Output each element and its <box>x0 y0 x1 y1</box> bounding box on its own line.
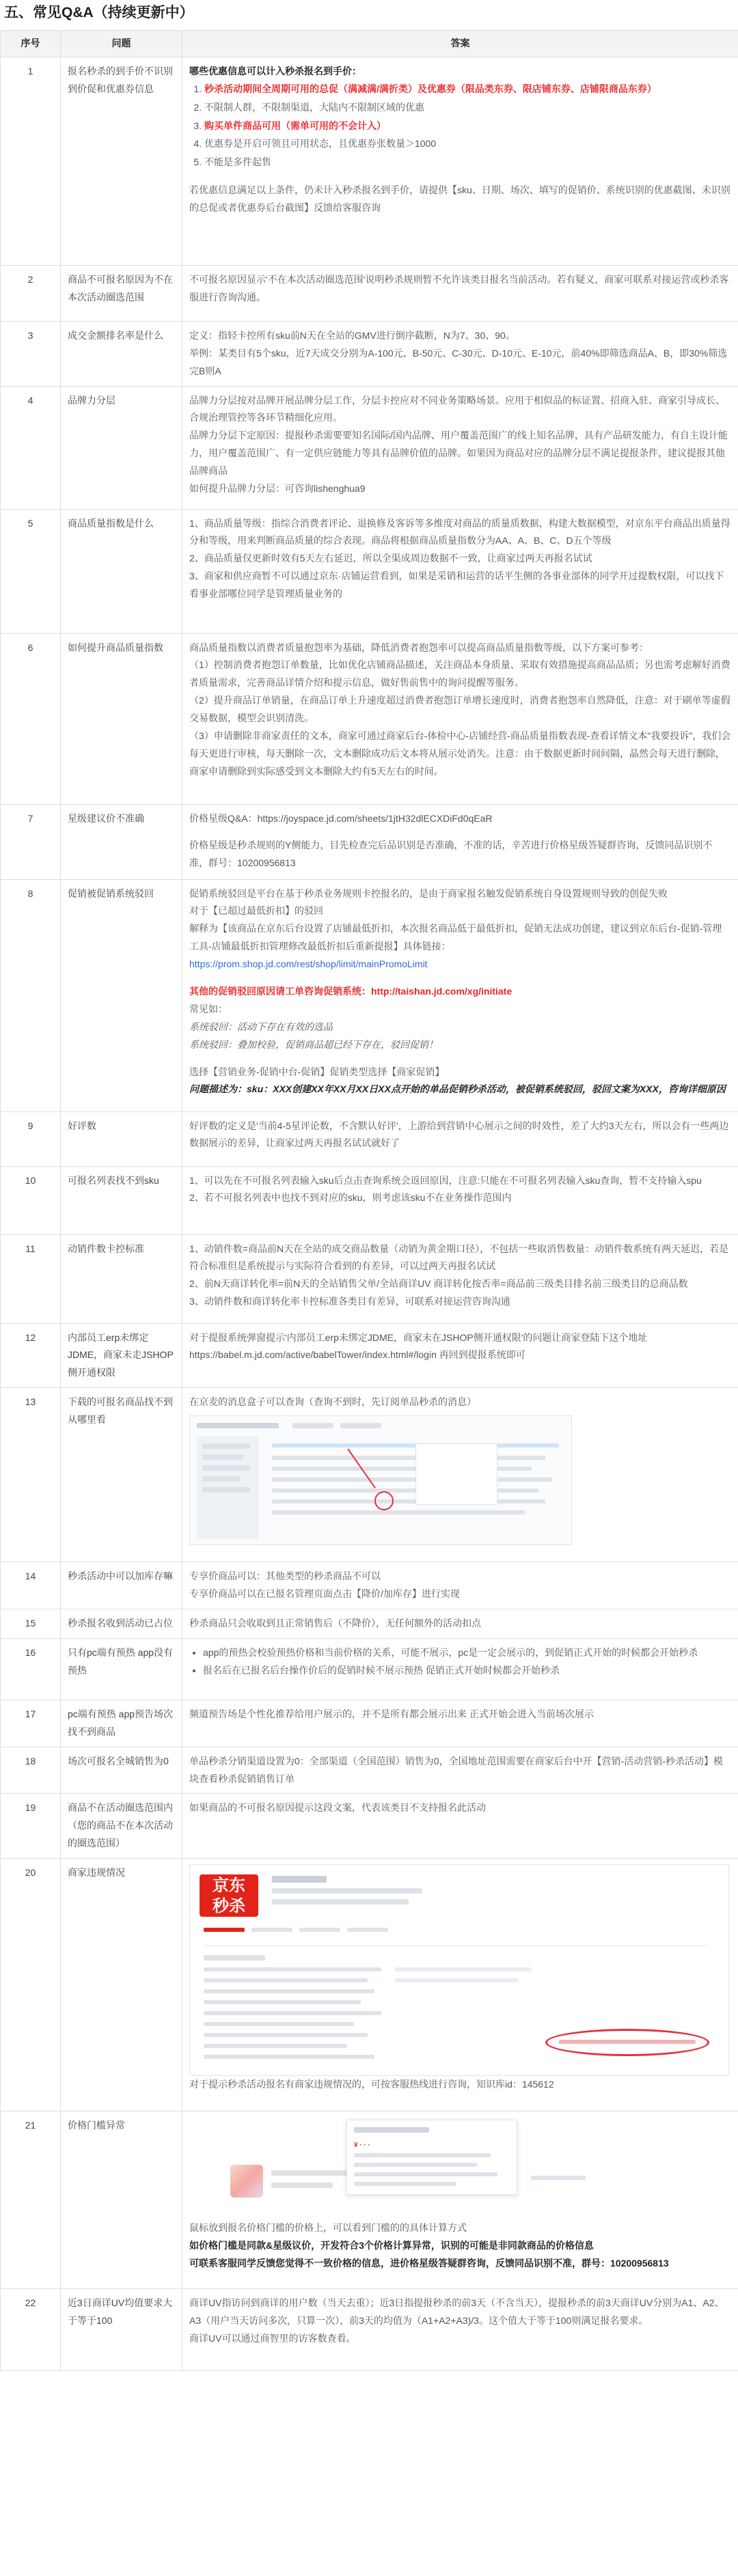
row-answer <box>182 1859 738 2111</box>
row-question: 秒杀报名收到活动已占位 <box>61 1609 182 1639</box>
message-box-screenshot <box>189 1415 572 1545</box>
section-title: 五、常见Q&A（持续更新中） <box>4 5 194 20</box>
row-number: 4 <box>1 386 61 509</box>
answer-bullets <box>189 1644 731 1680</box>
row-question: 秒杀活动中可以加库存嘛 <box>61 1562 182 1609</box>
answer-line: 对于提示秒杀活动报名有商家违规情况的，可按客服热线进行咨询，知识库id：145612 <box>189 2079 554 2090</box>
row-question: 场次可报名全城销售为0 <box>61 1747 182 1794</box>
table-row <box>1 1111 738 1166</box>
answer-line: 专享价商品可以在已报名管理页面点击【降价/加库存】进行实现 <box>189 1588 460 1600</box>
table-row <box>1 879 738 1111</box>
row-question: 商品不可报名原因为不在本次活动圈选范围 <box>61 265 182 321</box>
row-answer <box>182 804 738 879</box>
row-number: 3 <box>1 321 61 386</box>
list-item: 2. 不限制人群，不限制渠道，大陆内不限制区域的优惠 <box>204 99 731 117</box>
answer-line: 价格星级Q&A：https://joyspace.jd.com/sheets/1jtH32dlECXDiFd0qEaR <box>189 812 493 824</box>
row-number: 16 <box>1 1638 61 1700</box>
answer-line: 商品质量指数以消费者质量抱怨率为基础，降低消费者抱怨率可以提高商品质量指数等级，以下方案可参考： <box>189 641 648 653</box>
row-question: 报名秒杀的到手价不识别到价促和优惠券信息 <box>61 57 182 265</box>
answer-line: 商详UV可以通过商智里的访客数查看。 <box>189 2332 356 2344</box>
row-answer: 单品秒杀分销渠道设置为0：全部渠道（全国范围）销售为0，全国地址范围需要在商家后台中开【营销-活动营销-秒杀活动】模块查看秒杀促销销售订单 <box>182 1747 738 1794</box>
table-row <box>1 1638 738 1700</box>
row-number: 11 <box>1 1234 61 1323</box>
row-answer <box>182 2111 738 2289</box>
answer-list <box>189 81 731 171</box>
table-row <box>1 1234 738 1323</box>
list-item: 4. 优惠券是开启可领且可用状态，且优惠券张数量＞1000 <box>204 135 731 153</box>
limit-link[interactable]: https://prom.shop.jd.com/rest/shop/limit/mainPromoLimit <box>189 958 428 970</box>
row-question: 动销件数卡控标准 <box>61 1234 182 1323</box>
row-number: 13 <box>1 1388 61 1562</box>
header-question: 问题 <box>61 31 182 57</box>
answer-line: 系统驳回：叠加校验，促销商品超已经下存在，驳回促销！ <box>189 1038 438 1050</box>
list-item: • app的预热会校验预热价格和当前价格的关系，可能不展示，pc是一定会展示的，到促销正式开始的时候都会开始秒杀 <box>203 1644 731 1662</box>
answer-line: 3、商家和供应商暂不可以通过京东·店铺运营看到，如果是采销和运营的话平生侧的各事业部体的同学开过提数权限，可以找下看事业部哪位同学是管理质量业务的 <box>189 570 724 600</box>
row-answer <box>182 1638 738 1700</box>
row-number: 6 <box>1 633 61 804</box>
table-row <box>1 386 738 509</box>
answer-line: 商详UV指访问到商详的用户数（当天去重）；近3日指提报秒杀的前3天（不含当天），提报秒杀的前3天商详UV分别为A1、A2、A3（用户当天访问多次，只算一次），前3天的均值为（A1+A2+A3)/3。这个值大于等于100则满足报名要求。 <box>189 2297 724 2327</box>
answer-line: 定义：指轻卡控所有sku前N天在全站的GMV进行倒序截断，N为7、30、90。 <box>189 329 515 341</box>
list-item: 5. 不能是多件起售 <box>204 154 731 171</box>
row-number: 2 <box>1 265 61 321</box>
row-question: 只有pc端有预热 app没有预热 <box>61 1638 182 1700</box>
table-row <box>1 509 738 633</box>
table-row <box>1 1388 738 1562</box>
list-item: • 报名后在已报名后台操作价后的促销时候不展示预热 促销正式开始时候都会开始秒杀 <box>203 1662 731 1680</box>
row-number: 10 <box>1 1166 61 1234</box>
table-row <box>1 1794 738 1859</box>
row-question: 星级建议价不准确 <box>61 804 182 879</box>
answer-line: 价格星级是秒杀规则的Y侧能力，目先检查完后品识别是否准确，不准的话，辛苦进行价格星级答疑群咨询，反馈同品识别不准，群号：10200956813 <box>189 840 713 869</box>
row-question: 成交金额排名率是什么 <box>61 321 182 386</box>
answer-line: 2、若不可报名列表中也找不到对应的sku，则考虑该sku不在业务操作范围内 <box>189 1192 512 1204</box>
row-answer: 对于提报系统弹窗提示'内部员工erp未绑定JDME，商家未在JSHOP侧开通权限'的问题让商家登陆下这个地址https://babel.m.jd.com/active/babelTower/index.html#/login 再回到提报系统即可 <box>182 1323 738 1388</box>
row-number: 7 <box>1 804 61 879</box>
violation-screenshot <box>189 1864 729 2076</box>
answer-line: 解释为【该商品在京东后台设置了店铺最低折扣，本次报名商品低于最低折扣，促销无法成功创建，建议到京东后台-促销-管理工具-店铺最低折扣管理修改最低折扣后重新提报】具体链接： <box>189 923 722 952</box>
answer-line: 2、商品质量仅更新时效有5天左右延迟，所以全渠成周边数据不一致，让商家过两天再报名试试 <box>189 553 592 564</box>
row-number: 22 <box>1 2289 61 2371</box>
answer-line: 如何提升品牌力分层：可咨询lishenghua9 <box>189 483 366 495</box>
table-row <box>1 2289 738 2371</box>
table-row <box>1 1323 738 1388</box>
table-row <box>1 2111 738 2289</box>
row-question: 促销被促销系统驳回 <box>61 879 182 1111</box>
row-number: 17 <box>1 1700 61 1747</box>
answer-intro: 哪些优惠信息可以计入秒杀报名到手价： <box>189 65 361 77</box>
table-row <box>1 804 738 879</box>
table-row <box>1 1859 738 2111</box>
row-number: 15 <box>1 1609 61 1639</box>
answer-line: 品牌力分层下定原因：提报秒杀需要要知名国际/国内品牌、用户覆盖范围广的线上知名品牌，具有产品研发能力，有自主设计能力，用户覆盖范围广、有一定供应链能力等具有品牌价值的品牌。如果因为商品对应的品牌分层不满足提报条件，建议提报其他品牌商品 <box>189 430 728 477</box>
answer-footer: 若优惠信息满足以上条件，仍未计入秒杀报名到手价，请提供【sku、日期、场次、填写的促销价、系统识别的优惠截图、未识别的总促或者优惠券后台截图】反馈给客服咨询 <box>189 184 730 214</box>
row-answer: 秒杀商品只会收取到且正常销售后（不降价），无任何额外的活动扣点 <box>182 1609 738 1639</box>
answer-line: 专享价商品可以：其他类型的秒杀商品不可以 <box>189 1570 381 1582</box>
answer-line: 其他的促销驳回原因请工单咨询促销系统：http://taishan.jd.com/xg/initiate <box>189 986 512 997</box>
row-question: 品牌力分层 <box>61 386 182 509</box>
table-row <box>1 1700 738 1747</box>
table-row <box>1 633 738 804</box>
answer-line: 问题描述为：sku：XXX创建XX年XX月XX日XX点开始的单品促销秒杀活动，被促销系统驳回，驳回文案为XXX，咨询详细原因 <box>189 1083 726 1095</box>
row-number: 19 <box>1 1794 61 1859</box>
row-number: 20 <box>1 1859 61 2111</box>
table-row <box>1 1562 738 1609</box>
answer-line: 鼠标放到报名价格门槛的价格上，可以看到门槛的的具体计算方式 <box>189 2222 467 2234</box>
list-item: 1. 秒杀活动期间全周期可用的总促（满减满/满折类）及优惠券（限品类东券、限店铺东券、店铺限商品东券） <box>204 81 731 98</box>
answer-line: 选择【营销业务-促销中台-促销】促销类型选择【商家促销】 <box>189 1066 445 1077</box>
row-question: 可报名列表找不到sku <box>61 1166 182 1234</box>
table-row <box>1 265 738 321</box>
row-question: 好评数 <box>61 1111 182 1166</box>
row-answer <box>182 321 738 386</box>
row-question: 下载的可报名商品找不到从哪里看 <box>61 1388 182 1562</box>
jd-miaosha-logo: 京东 秒杀 <box>200 1874 258 1917</box>
row-number: 1 <box>1 57 61 265</box>
table-row <box>1 1166 738 1234</box>
answer-line: 如价格门槛是同款&星级议价，开发符合3个价格计算异常，识别的可能是非同款商品的价格信息 <box>189 2240 594 2252</box>
row-question: 如何提升商品质量指数 <box>61 633 182 804</box>
row-question: 内部员工erp未绑定JDME，商家未走JSHOP侧开通权限 <box>61 1323 182 1388</box>
list-item: 3. 购买单件商品可用（需单可用的不会计入） <box>204 117 731 135</box>
row-question: 价格门槛异常 <box>61 2111 182 2289</box>
answer-line: 品牌力分层按对品牌开展品牌分层工作，分层卡控应对不同业务策略场景。应用于相似品的标证置、招商入驻、商家引导成长、合规治理管控等各环节精细化应用。 <box>189 394 725 424</box>
row-number: 14 <box>1 1562 61 1609</box>
answer-line: 促销系统驳回是平台在基于秒杀业务规则卡控报名的，是由于商家报名触发促销系统自身设置规则导致的创促失败 <box>189 887 668 899</box>
row-number: 18 <box>1 1747 61 1794</box>
row-answer <box>182 879 738 1111</box>
table-row <box>1 1747 738 1794</box>
answer-line: 3、动销件数和商详转化率卡控标准各类目有差异，可联系对接运营咨询沟通 <box>189 1296 510 1307</box>
answer-line: 1、动销件数=商品前N天在全站的成交商品数量（动销为黄金期口径），不包括一些取消售数量：动销件数系统有两天延迟，若是符合标准但是系统提示与实际符合看到的有差异，可以过两天再报名试试 <box>189 1243 729 1272</box>
answer-line: 1、商品质量等级：指综合消费者评论、退换修及客诉等多维度对商品的质量质数据，构建大数据模型，对京东平台商品出质量得分和等级，用来判断商品质量的综合表现。商品将根据商品质量指数分为AA、A、B、C、D五个等级 <box>189 517 730 546</box>
row-answer: 如果商品的不可报名原因提示这段文案，代表该类目不支持报名此活动 <box>182 1794 738 1859</box>
header-answer: 答案 <box>182 31 738 57</box>
row-question: 商品不在活动圈选范围内（您的商品不在本次活动的圈选范围） <box>61 1794 182 1859</box>
row-answer <box>182 2289 738 2371</box>
row-answer: 好评数的定义是'当前4-5星评论数，不含默认好评'，上游给到营销中心展示之间的时效性，差了大约3天左右，所以会有一些两边数据展示的差异，让商家过两天再报名试试就好了 <box>182 1111 738 1166</box>
row-answer: 频道预告场是个性化推荐给用户展示的，并不是所有都会展示出来 正式开始会进入当前场次展示 <box>182 1700 738 1747</box>
answer-line: 系统驳回：活动下存在有效的选品 <box>189 1021 333 1032</box>
row-answer <box>182 1562 738 1609</box>
header-num: 序号 <box>1 31 61 57</box>
qa-table <box>0 30 738 2371</box>
row-question: 商品质量指数是什么 <box>61 509 182 633</box>
row-number: 9 <box>1 1111 61 1166</box>
row-answer <box>182 1234 738 1323</box>
table-row <box>1 321 738 386</box>
row-number: 8 <box>1 879 61 1111</box>
row-answer <box>182 1388 738 1562</box>
answer-line: （3）申请删除非商家责任的文本，商家可通过商家后台-体检中心-店铺经营-商品质量指数表现-查看详情文本"我要投诉"，我们会每天更进行审核，每天删除一次，文本删除成功后文本将从展示处消失。注意：由于数据更新时间间隔，晶然会每天进行删除，商家申请删除到实际感受到文本删除大约有5天左右的时间。 <box>189 730 731 777</box>
answer-line: 2、前N天商详转化率=前N天的全站销售父单/全站商详UV 商详转化按否率=商品前三级类目排名前三级类目的总商品数 <box>189 1278 688 1290</box>
answer-line: 常见如： <box>189 1003 228 1014</box>
row-question: 商家违规情况 <box>61 1859 182 2111</box>
answer-line: 可联系客服同学反馈您觉得不一致价格的信息，进价格星级答疑群咨询，反馈同品识别不准，群号：10200956813 <box>189 2257 669 2269</box>
price-threshold-screenshot: ¥ · · · <box>189 2117 627 2219</box>
row-answer <box>182 633 738 804</box>
table-header-row <box>1 31 738 57</box>
row-answer <box>182 1166 738 1234</box>
answer-line: 举例：某类目有5个sku，近7天成交分别为A-100元、B-50元、C-30元、D-10元、E-10元，前40%即筛选商品A、B，即30%筛选完B则A <box>189 347 728 376</box>
table-row <box>1 1609 738 1639</box>
table-row <box>1 57 738 265</box>
answer-line: 对于【已超过最低折扣】的驳回 <box>189 905 323 917</box>
row-number: 12 <box>1 1323 61 1388</box>
answer-line: （1）控制消费者抱怨订单数量，比如优化店铺商品描述，关注商品本身质量、采取有效措施提高商品品质；另也需考虑解好消费者质量需求，完善商品详情介绍和提示信息，做好售前售中的询问提醒等服务。 <box>189 659 730 689</box>
row-number: 21 <box>1 2111 61 2289</box>
row-question: 近3日商详UV均值要求大于等于100 <box>61 2289 182 2371</box>
row-answer <box>182 509 738 633</box>
row-answer <box>182 386 738 509</box>
row-answer: 不可报名原因显示'不在本次活动圈选范围'说明秒杀规则暂不允许该类目报名当前活动。若有疑义，商家可联系对接运营或秒杀客服进行咨询沟通。 <box>182 265 738 321</box>
answer-line: 在京麦的消息盒子可以查询（查询不到时，先订阅单品秒杀的消息） <box>189 1396 476 1408</box>
row-question: pc端有预热 app预告场次找不到商品 <box>61 1700 182 1747</box>
row-answer <box>182 57 738 265</box>
row-number: 5 <box>1 509 61 633</box>
answer-line: 1、可以先在不可报名列表输入sku后点击查询系统会返回原因，注意:只能在不可报名列表输入sku查询，暂不支持输入spu <box>189 1174 702 1186</box>
answer-line: （2）提升商品订单销量，在商品订单上升速度超过消费者抱怨订单增长速度时，消费者抱怨率自然降低，注意：对于刷单等虚假交易数据，模型会识别清洗。 <box>189 695 730 724</box>
